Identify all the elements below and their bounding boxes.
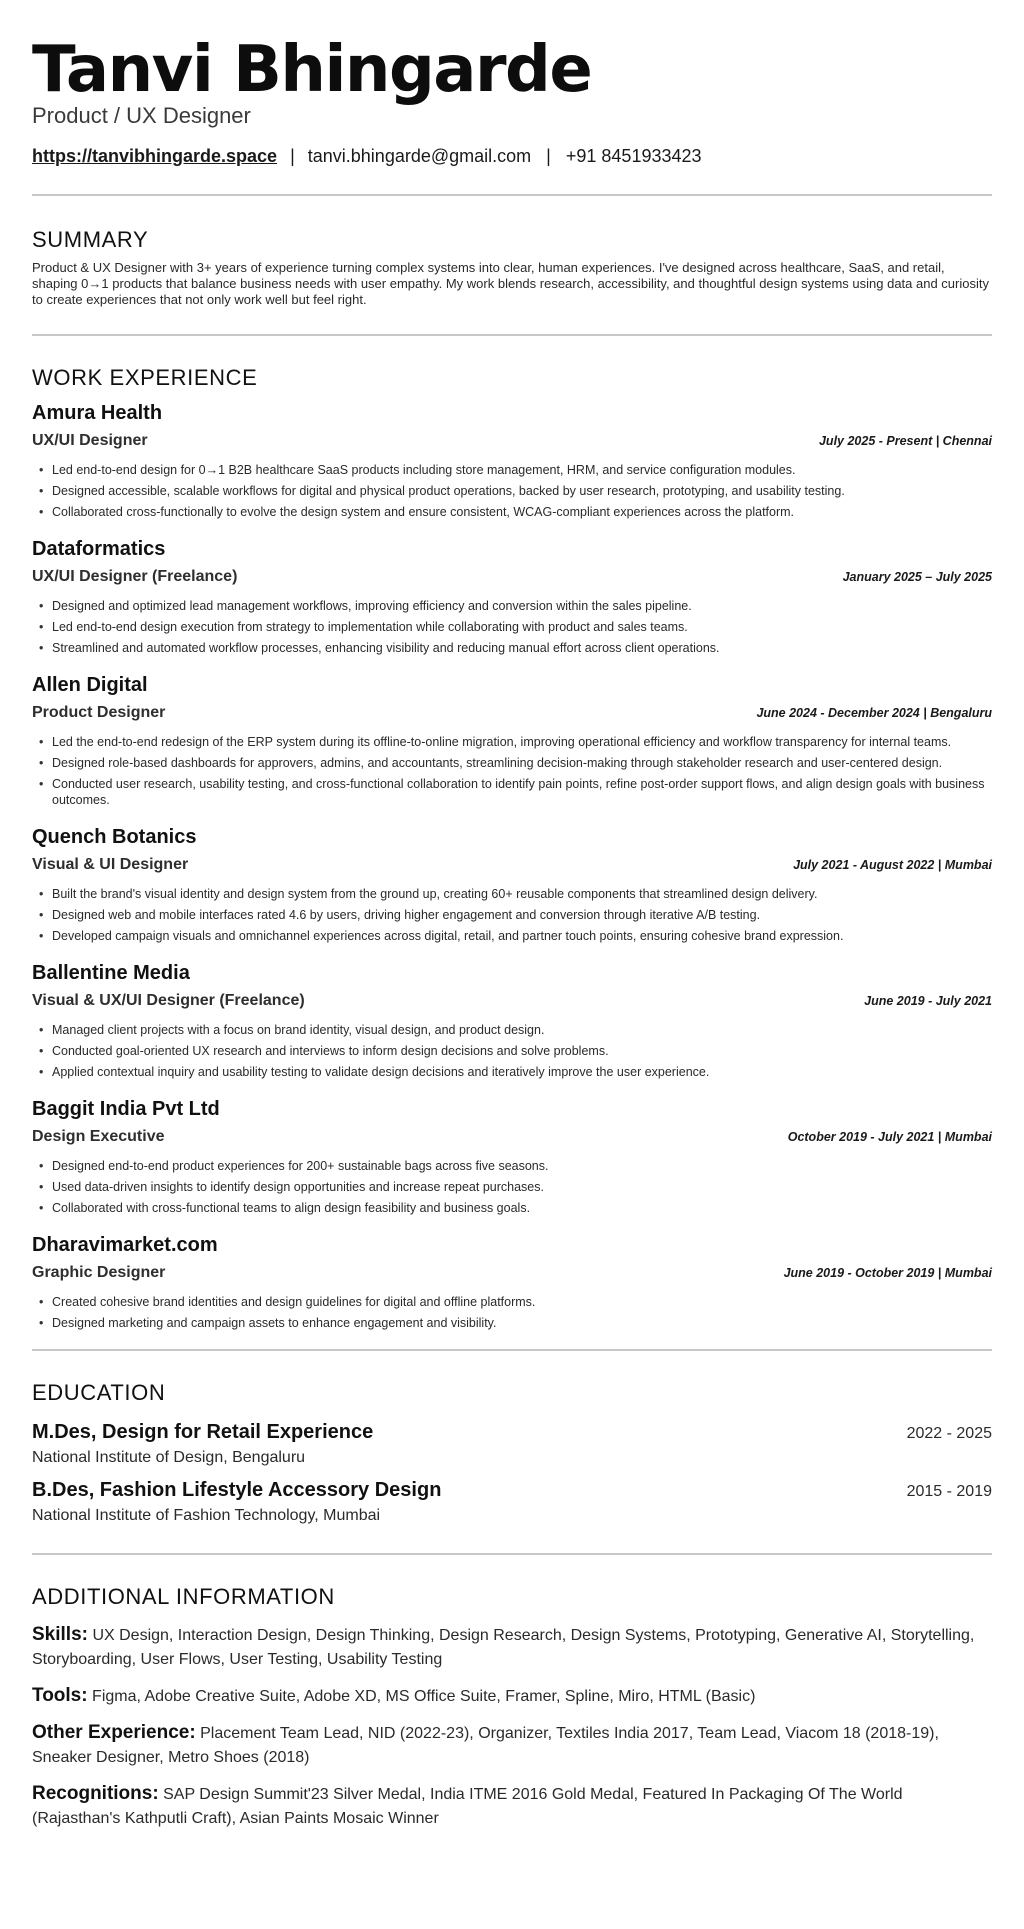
job-bullet: • Led end-to-end design for 0→1 B2B healthcare SaaS products including store management, HRM, and service configuration modules. (32, 462, 992, 478)
candidate-name: Tanvi Bhingarde (32, 33, 592, 107)
job-entry (32, 672, 992, 808)
job-dates-location: June 2024 - December 2024 | Bengaluru (756, 706, 992, 720)
job-bullet: • Conducted goal-oriented UX research and interviews to inform design decisions and solve problems. (32, 1043, 992, 1059)
jobs-list (32, 400, 992, 1331)
job-bullets (32, 734, 992, 808)
company-name: Allen Digital (32, 674, 148, 696)
company-name: Amura Health (32, 402, 163, 424)
job-bullets (32, 1022, 992, 1080)
job-bullet: • Designed and optimized lead management workflows, improving efficiency and conversion within the sales pipeline. (32, 598, 992, 614)
divider (32, 334, 992, 336)
phone-text: +91 8451933423 (565, 146, 702, 166)
job-bullet: • Applied contextual inquiry and usability testing to validate design decisions and iteratively improve the user experience. (32, 1064, 992, 1080)
divider (32, 194, 992, 196)
info-text: SAP Design Summit'23 Silver Medal, India ITME 2016 Gold Medal, Featured In Packaging Of The World (Rajasthan's Kathputli Craft), Asian Paints Mosaic Winner (32, 1786, 903, 1827)
divider (32, 1349, 992, 1351)
job-entry (32, 1096, 992, 1216)
skills-line (32, 1623, 992, 1672)
degree-title: M.Des, Design for Retail Experience (32, 1421, 374, 1443)
summary-section (32, 226, 992, 308)
info-label: Skills: (32, 1624, 88, 1645)
job-dates-location: July 2025 - Present | Chennai (818, 434, 992, 448)
contact-separator: | (546, 146, 551, 166)
other-experience-line (32, 1721, 992, 1770)
job-bullet: • Managed client projects with a focus on brand identity, visual design, and product design. (32, 1022, 992, 1038)
job-bullet: • Led the end-to-end redesign of the ERP system during its offline-to-online migration, improving operational efficiency and workflow transparency for internal teams. (32, 734, 992, 750)
job-bullets (32, 1294, 992, 1331)
job-title: UX/UI Designer (Freelance) (32, 568, 238, 585)
school-name: National Institute of Design, Bengaluru (32, 1449, 306, 1466)
company-name: Dharavimarket.com (32, 1234, 218, 1256)
job-title: Visual & UI Designer (32, 856, 189, 873)
job-entry (32, 1232, 992, 1331)
job-bullet: • Collaborated with cross-functional teams to align design feasibility and business goals. (32, 1200, 992, 1216)
job-bullet: • Designed end-to-end product experiences for 200+ sustainable bags across five seasons. (32, 1158, 992, 1174)
website-link[interactable]: https://tanvibhingarde.space (32, 146, 278, 166)
divider (32, 1553, 992, 1555)
job-dates-location: January 2025 – July 2025 (842, 570, 992, 584)
job-bullet: • Conducted user research, usability testing, and cross-functional collaboration to identify pain points, refine post-order support flows, and align design goals with business outcomes. (32, 776, 992, 808)
company-name: Quench Botanics (32, 826, 197, 848)
additional-info-section (32, 1583, 992, 1831)
job-bullets (32, 1158, 992, 1216)
resume-header (32, 32, 992, 168)
degree-title: B.Des, Fashion Lifestyle Accessory Design (32, 1479, 442, 1501)
info-text: Figma, Adobe Creative Suite, Adobe XD, MS Office Suite, Framer, Spline, Miro, HTML (Basic) (92, 1688, 756, 1705)
job-bullets (32, 886, 992, 944)
email-text[interactable]: tanvi.bhingarde@gmail.com (307, 146, 532, 166)
contact-line (32, 144, 992, 168)
job-title-row (32, 854, 992, 876)
section-title: SUMMARY (32, 227, 149, 252)
info-label: Recognitions: (32, 1783, 159, 1804)
job-bullet: • Streamlined and automated workflow processes, enhancing visibility and reducing manual effort across client operations. (32, 640, 992, 656)
job-bullet: • Developed campaign visuals and omnichannel experiences across digital, retail, and partner touch points, ensuring cohesive brand expression. (32, 928, 992, 944)
job-dates-location: June 2019 - July 2021 (864, 994, 992, 1008)
section-title: WORK EXPERIENCE (32, 365, 258, 390)
job-title: Design Executive (32, 1128, 165, 1145)
info-label: Other Experience: (32, 1722, 196, 1743)
job-bullets (32, 598, 992, 656)
job-title-row (32, 566, 992, 588)
company-name: Ballentine Media (32, 962, 190, 984)
job-bullet: • Built the brand's visual identity and design system from the ground up, creating 60+ reusable components that streamlined design delivery. (32, 886, 992, 902)
job-title-row (32, 1126, 992, 1148)
company-name: Dataformatics (32, 538, 166, 560)
education-row (32, 1477, 992, 1503)
info-text: UX Design, Interaction Design, Design Thinking, Design Research, Design Systems, Prototyping, Generative AI, Storytelling, Storyboarding, User Flows, User Testing, Usability Testing (32, 1627, 975, 1668)
job-entry (32, 400, 992, 520)
job-entry (32, 824, 992, 944)
job-title: Graphic Designer (32, 1264, 166, 1281)
job-dates-location: June 2019 - October 2019 | Mumbai (783, 1266, 992, 1280)
recognitions-line (32, 1782, 992, 1831)
education-item (32, 1477, 992, 1527)
job-bullet: • Designed web and mobile interfaces rated 4.6 by users, driving higher engagement and conversion through iterative A/B testing. (32, 907, 992, 923)
education-section (32, 1379, 992, 1527)
job-title-row (32, 430, 992, 452)
job-title-row (32, 702, 992, 724)
job-bullet: • Created cohesive brand identities and design guidelines for digital and offline platforms. (32, 1294, 992, 1310)
job-bullet: • Designed marketing and campaign assets to enhance engagement and visibility. (32, 1315, 992, 1331)
company-name: Baggit India Pvt Ltd (32, 1098, 220, 1120)
education-row (32, 1419, 992, 1445)
education-years: 2022 - 2025 (906, 1425, 992, 1442)
job-bullet: • Led end-to-end design execution from strategy to implementation while collaborating with product and sales teams. (32, 619, 992, 635)
job-bullets (32, 462, 992, 520)
section-title: EDUCATION (32, 1380, 166, 1405)
job-entry (32, 960, 992, 1080)
work-experience-section (32, 364, 992, 1331)
job-title: UX/UI Designer (32, 432, 148, 449)
job-dates-location: October 2019 - July 2021 | Mumbai (787, 1130, 992, 1144)
job-dates-location: July 2021 - August 2022 | Mumbai (793, 858, 992, 872)
job-bullet: • Designed role-based dashboards for approvers, admins, and accountants, streamlining decision-making through stakeholder research and user-centered design. (32, 755, 992, 771)
education-years: 2015 - 2019 (906, 1483, 992, 1500)
job-title-row (32, 990, 992, 1012)
info-text: Placement Team Lead, NID (2022-23), Organizer, Textiles India 2017, Team Lead, Viacom 18 (2018-19), Sneaker Designer, Metro Shoes (2018) (32, 1725, 939, 1766)
job-bullet: • Collaborated cross-functionally to evolve the design system and ensure consistent, WCAG-compliant experiences across the platform. (32, 504, 992, 520)
tools-line (32, 1684, 992, 1709)
info-label: Tools: (32, 1685, 88, 1706)
job-title: Visual & UX/UI Designer (Freelance) (32, 992, 305, 1009)
summary-text: Product & UX Designer with 3+ years of experience turning complex systems into clear, human experiences. I've designed across healthcare, SaaS, and retail, shaping 0→1 products that balance business needs with user empathy. My work blends research, accessibility, and thoughtful design systems using data and curiosity to create experiences that not only work well but feel right. (32, 260, 989, 307)
school-name: National Institute of Fashion Technology, Mumbai (32, 1507, 381, 1524)
candidate-role: Product / UX Designer (32, 103, 251, 128)
job-bullet: • Used data-driven insights to identify design opportunities and increase repeat purchases. (32, 1179, 992, 1195)
job-entry (32, 536, 992, 656)
contact-separator: | (290, 146, 295, 166)
job-bullet: • Designed accessible, scalable workflows for digital and physical product operations, backed by user research, prototyping, and usability testing. (32, 483, 992, 499)
section-title: ADDITIONAL INFORMATION (32, 1584, 335, 1609)
education-item (32, 1419, 992, 1469)
job-title: Product Designer (32, 704, 166, 721)
job-title-row (32, 1262, 992, 1284)
